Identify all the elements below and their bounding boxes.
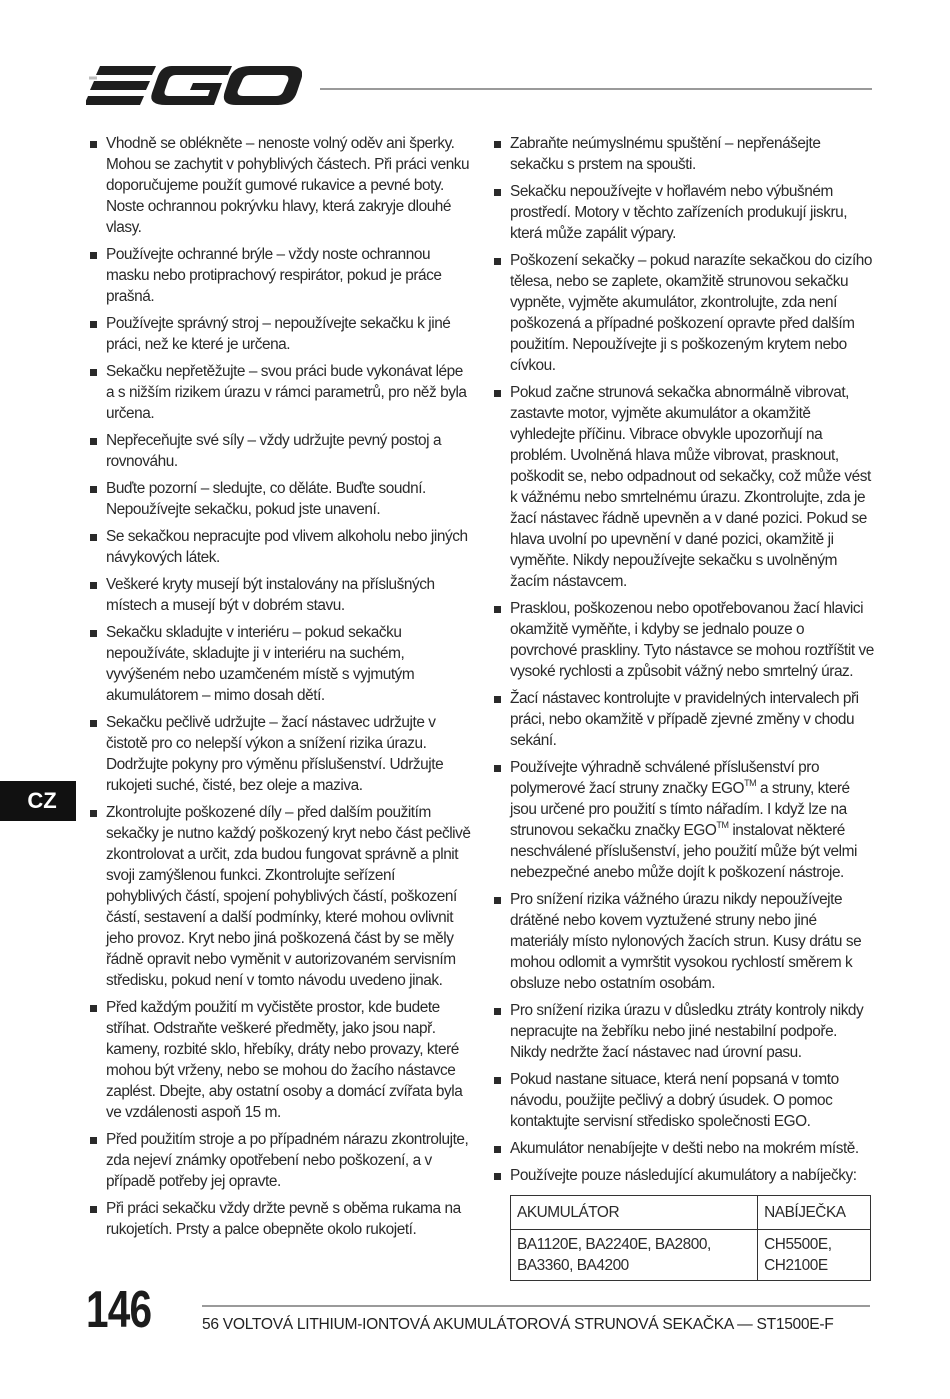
list-item-accessories: Používejte výhradně schválené příslušenství pro polymerové žací struny značky EGO™ a struny, které jsou určené pro použití s tímto nářadím. I když lze na strunovou sekačku značky EGO™ instalovat některé neschválené příslušenství, jeho použití může být velmi nebezpečné anebo může dojít k poškození nástroje.: [494, 757, 874, 883]
left-list-item: Vhodně se oblékněte – nenoste volný oděv ani šperky. Mohou se zachytit v pohyblivých částech. Při práci venku doporučujeme použít gumové rukavice a pevné boty. Noste ochrannou pokrývku hlavy, která zakryje dlouhé vlasy.: [90, 133, 472, 238]
table-cell-chargers: CH5500E, CH2100E: [758, 1230, 871, 1281]
right-list-item: Pokud nastane situace, která není popsaná v tomto návodu, použijte pečlivý a dobrý úsudek. O pomoc kontaktujte servisní středisko společnosti EGO.: [494, 1069, 874, 1132]
right-list-item: Prasklou, poškozenou nebo opotřebovanou žací hlavici okamžitě vyměňte, i kdyby se jednalo pouze o povrchové praskliny. Tyto nástavce se mohou roztříštit ve vysoké rychlosti a způsobit vážný nebo smrtelný úraz.: [494, 598, 874, 682]
table-row: [511, 1230, 871, 1281]
left-list-item: Při práci sekačku vždy držte pevně s oběma rukama na rukojetích. Prsty a palce obepněte okolo rukojetí.: [90, 1198, 472, 1240]
right-list-item: Pro snížení rizika vážného úrazu nikdy nepoužívejte drátěné nebo kovem vyztužené struny nebo jiné materiály místo nylonových žacích strun. Kusy drátu se mohou odlomit a vymrštit vysokou rychlostí směrem k obsluze nebo ostatním osobám.: [494, 889, 874, 994]
trademark-mark: TM: [716, 819, 729, 830]
left-list-item: Používejte ochranné brýle – vždy noste ochrannou masku nebo protiprachový respirátor, pokud je práce prašná.: [90, 244, 472, 307]
table-header-row: [511, 1196, 871, 1230]
right-bullet-list-continued: [494, 889, 874, 1186]
left-list-item: Veškeré kryty musejí být instalovány na příslušných místech a musejí být v dobrém stavu.: [90, 574, 472, 616]
right-list-item: Poškození sekačky – pokud narazíte sekačkou do cizího tělesa, nebo se zaplete, okamžitě strunovou sekačku vypněte, vyjměte akumulátor, zkontrolujte, zda není poškozená a případné poškození opravte před dalším použitím. Nepoužívejte ji s poškozeným krytem nebo cívkou.: [494, 250, 874, 376]
header-rule: [320, 88, 872, 90]
battery-charger-table: [510, 1195, 871, 1281]
table-cell-batteries: BA1120E, BA2240E, BA2800, BA3360, BA4200: [511, 1230, 758, 1281]
accessory-list: [494, 757, 874, 883]
left-list-item: Před použitím stroje a po případném nárazu zkontrolujte, zda nejeví známky opotřebení nebo poškození, a v případě potřeby jej opravte.: [90, 1129, 472, 1192]
table-header-charger: NABÍJEČKA: [758, 1196, 871, 1230]
left-list-item: Nepřeceňujte své síly – vždy udržujte pevný postoj a rovnováhu.: [90, 430, 472, 472]
right-list-item: Žací nástavec kontrolujte v pravidelných intervalech při práci, nebo okamžitě v případě zjevné změny v chodu sekání.: [494, 688, 874, 751]
left-list-item: Sekačku nepřetěžujte – svou práci bude vykonávat lépe a s nižším rizikem úrazu v rámci parametrů, pro něž byla určena.: [90, 361, 472, 424]
ego-logo: [86, 60, 302, 114]
left-list-item: Sekačku skladujte v interiéru – pokud sekačku nepoužíváte, skladujte ji v interiéru na suchém, vyvýšeném nebo uzamčeném místě s vyjmutým akumulátorem – mimo dosah dětí.: [90, 622, 472, 706]
left-column: [90, 133, 472, 1246]
left-bullet-list: [90, 133, 472, 1240]
trademark-mark: TM: [744, 777, 757, 788]
language-tab: CZ: [0, 781, 76, 821]
right-list-item: Akumulátor nenabíjejte v dešti nebo na mokrém místě.: [494, 1138, 874, 1159]
table-header-battery: AKUMULÁTOR: [511, 1196, 758, 1230]
left-list-item: Se sekačkou nepracujte pod vlivem alkoholu nebo jiných návykových látek.: [90, 526, 472, 568]
left-list-item: Buďte pozorní – sledujte, co děláte. Buďte soudní. Nepoužívejte sekačku, pokud jste unavení.: [90, 478, 472, 520]
right-list-item: Pokud začne strunová sekačka abnormálně vibrovat, zastavte motor, vyjměte akumulátor a okamžitě vyhledejte příčinu. Vibrace obvykle upozorňují na problém. Uvolněná hlava může vibrovat, prasknout, poškodit se, nebo odpadnout od sekačky, což může vést k vážnému nebo smrtelnému úrazu. Zkontrolujte, zda je žací nástavec řádně upevněn a v dané pozici. Pokud se hlava uvolní po upevnění v dané pozici, okamžitě ji vyměňte. Nikdy nepoužívejte sekačku s uvolněným žacím nástavcem.: [494, 382, 874, 592]
left-list-item: Před každým použití m vyčistěte prostor, kde budete stříhat. Odstraňte veškeré předměty, jako jsou např. kameny, rozbité sklo, hřebíky, dráty nebo provazy, které mohou být vrženy, nebo se mohou do žacího nástavce zaplést. Dbejte, aby ostatní osoby a domácí zvířata byla ve vzdálenosti aspoň 15 m.: [90, 997, 472, 1123]
right-bullet-list: [494, 133, 874, 751]
left-list-item: Sekačku pečlivě udržujte – žací nástavec udržujte v čistotě pro co nelepší výkon a snížení rizika úrazu. Dodržujte pokyny pro výměnu příslušenství. Udržujte rukojeti suché, čisté, bez oleje a maziva.: [90, 712, 472, 796]
right-list-item: Pro snížení rizika úrazu v důsledku ztráty kontroly nikdy nepracujte na žebříku nebo jiné nestabilní podpoře. Nikdy nedržte žací nástavec nad úrovní pasu.: [494, 1000, 874, 1063]
right-column: [494, 133, 874, 1281]
footer-title: 56 VOLTOVÁ LITHIUM-IONTOVÁ AKUMULÁTOROVÁ STRUNOVÁ SEKAČKA — ST1500E-F: [202, 1316, 834, 1333]
left-list-item: Používejte správný stroj – nepoužívejte sekačku k jiné práci, než ke které je určena.: [90, 313, 472, 355]
right-list-item: Zabraňte neúmyslnému spuštění – nepřenášejte sekačku s prstem na spoušti.: [494, 133, 874, 175]
footer-rule: [202, 1305, 870, 1307]
right-list-item: Používejte pouze následující akumulátory a nabíječky:: [494, 1165, 874, 1186]
left-list-item: Zkontrolujte poškozené díly – před dalším použitím sekačky je nutno každý poškozený kryt nebo část pečlivě zkontrolovat a určit, zda budou fungovat správně a plnit svoji zamýšlenou funkci. Zkontrolujte seřízení pohyblivých částí, spojení pohyblivých částí, poškození částí, sestavení a další podmínky, které mohou ovlivnit jeho provoz. Kryt nebo jiná poškozená část by se měly řádně opravit nebo vyměnit v autorizovaném servisním středisku, pokud není v tomto návodu uvedeno jinak.: [90, 802, 472, 991]
page-number: 146: [86, 1281, 152, 1339]
right-list-item: Sekačku nepoužívejte v hořlavém nebo výbušném prostředí. Motory v těchto zařízeních produkují jiskru, která může zapálit výpary.: [494, 181, 874, 244]
